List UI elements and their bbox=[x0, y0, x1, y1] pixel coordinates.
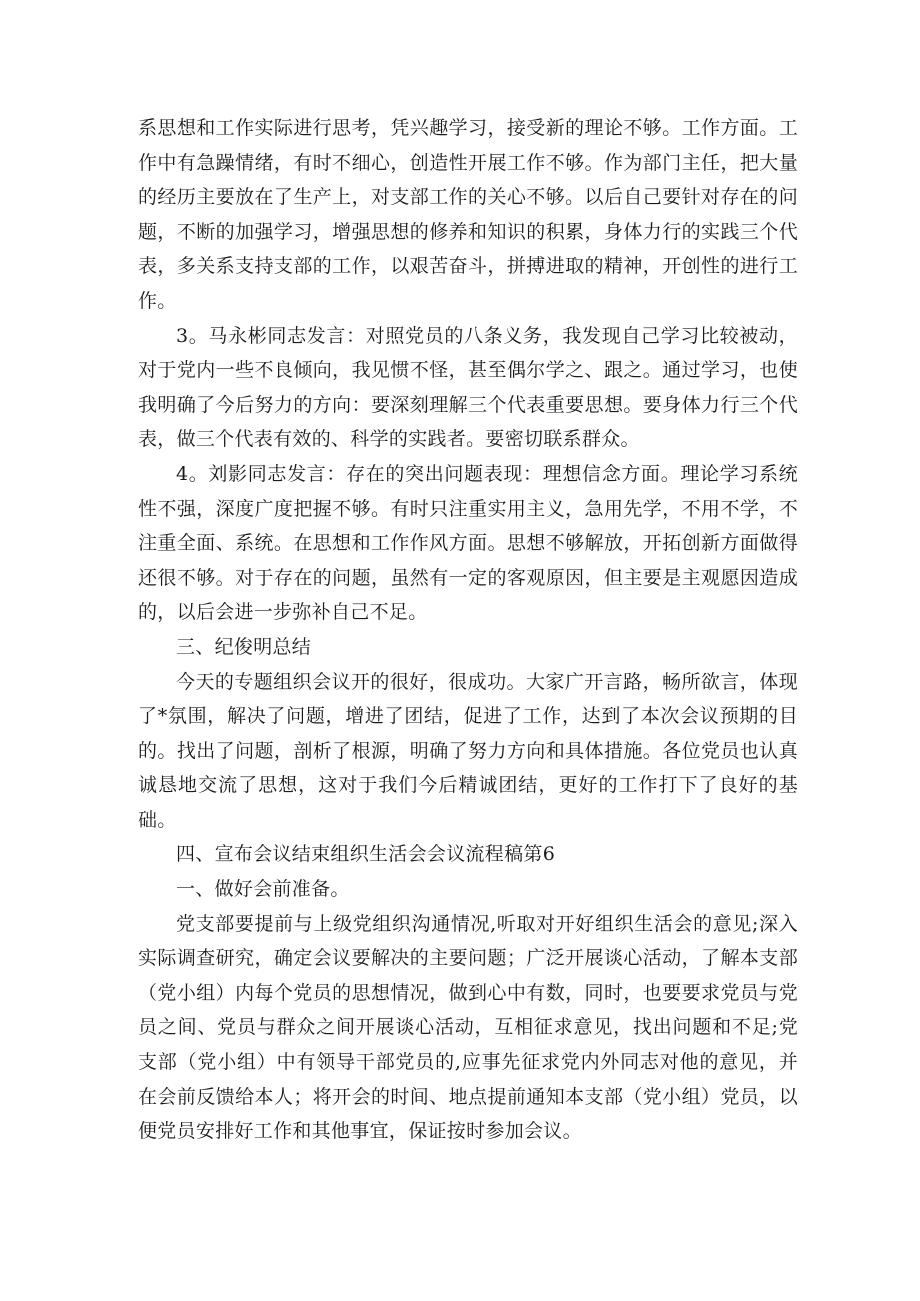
paragraph-preparation: 党支部要提前与上级党组织沟通情况,听取对开好组织生活会的意见;深入实际调查研究，确定会议要解决的主要问题；广泛开展谈心活动，了解本支部（党小组）内每个党员的思想情况，做到心中有数，同时，也要要求党员与党员之间、党员与群众之间开展谈心活动，互相征求意见，找出问题和不足;党支部（党小组）中有领导干部党员的,应事先征求党内外同志对他的意见，并在会前反馈给本人；将开会的时间、地点提前通知本支部（党小组）党员，以便党员安排好工作和其他事宜，保证按时参加会议。 bbox=[138, 912, 798, 1143]
paragraph-speaker-3: 3。马永彬同志发言：对照党员的八条义务，我发现自己学习比较被动，对于党内一些不良倾向，我见惯不怪，甚至偶尔学之、跟之。通过学习，也使我明确了今后努力的方向：要深刻理解三个代表重要思想。要身体力行三个代表，做三个代表有效的、科学的实践者。要密切联系群众。 bbox=[138, 324, 798, 451]
section-heading-close: 四、宣布会议结束组织生活会会议流程稿第6 bbox=[176, 843, 556, 866]
section-heading-summary: 三、纪俊明总结 bbox=[176, 635, 312, 658]
document-body bbox=[138, 111, 798, 1149]
paragraph-summary: 今天的专题组织会议开的很好，很成功。大家广开言路，畅所欲言，体现了*氛围，解决了问题，增进了团结，促进了工作，达到了本次会议预期的目的。找出了问题，剖析了根源，明确了努力方向和具体措施。各位党员也认真诚恳地交流了思想，这对于我们今后精诚团结，更好的工作打下了良好的基础。 bbox=[138, 670, 798, 831]
paragraph-speaker-4: 4。刘影同志发言：存在的突出问题表现：理想信念方面。理论学习系统性不强，深度广度把握不够。有时只注重实用主义，急用先学，不用不学，不注重全面、系统。在思想和工作作风方面。思想不够解放，开拓创新方面做得还很不够。对于存在的问题，虽然有一定的客观原因，但主要是主观愿因造成的，以后会进一步弥补自己不足。 bbox=[138, 462, 798, 624]
section-heading-preparation: 一、做好会前准备。 bbox=[176, 878, 350, 901]
paragraph-continued: 系思想和工作实际进行思考，凭兴趣学习，接受新的理论不够。工作方面。工作中有急躁情绪，有时不细心，创造性开展工作不够。作为部门主任，把大量的经历主要放在了生产上，对支部工作的关心不够。以后自己要针对存在的问题，不断的加强学习，增强思想的修养和知识的积累，身体力行的实践三个代表，多关系支持支部的工作，以艰苦奋斗，拼搏进取的精神，开创性的进行工作。 bbox=[138, 117, 798, 312]
